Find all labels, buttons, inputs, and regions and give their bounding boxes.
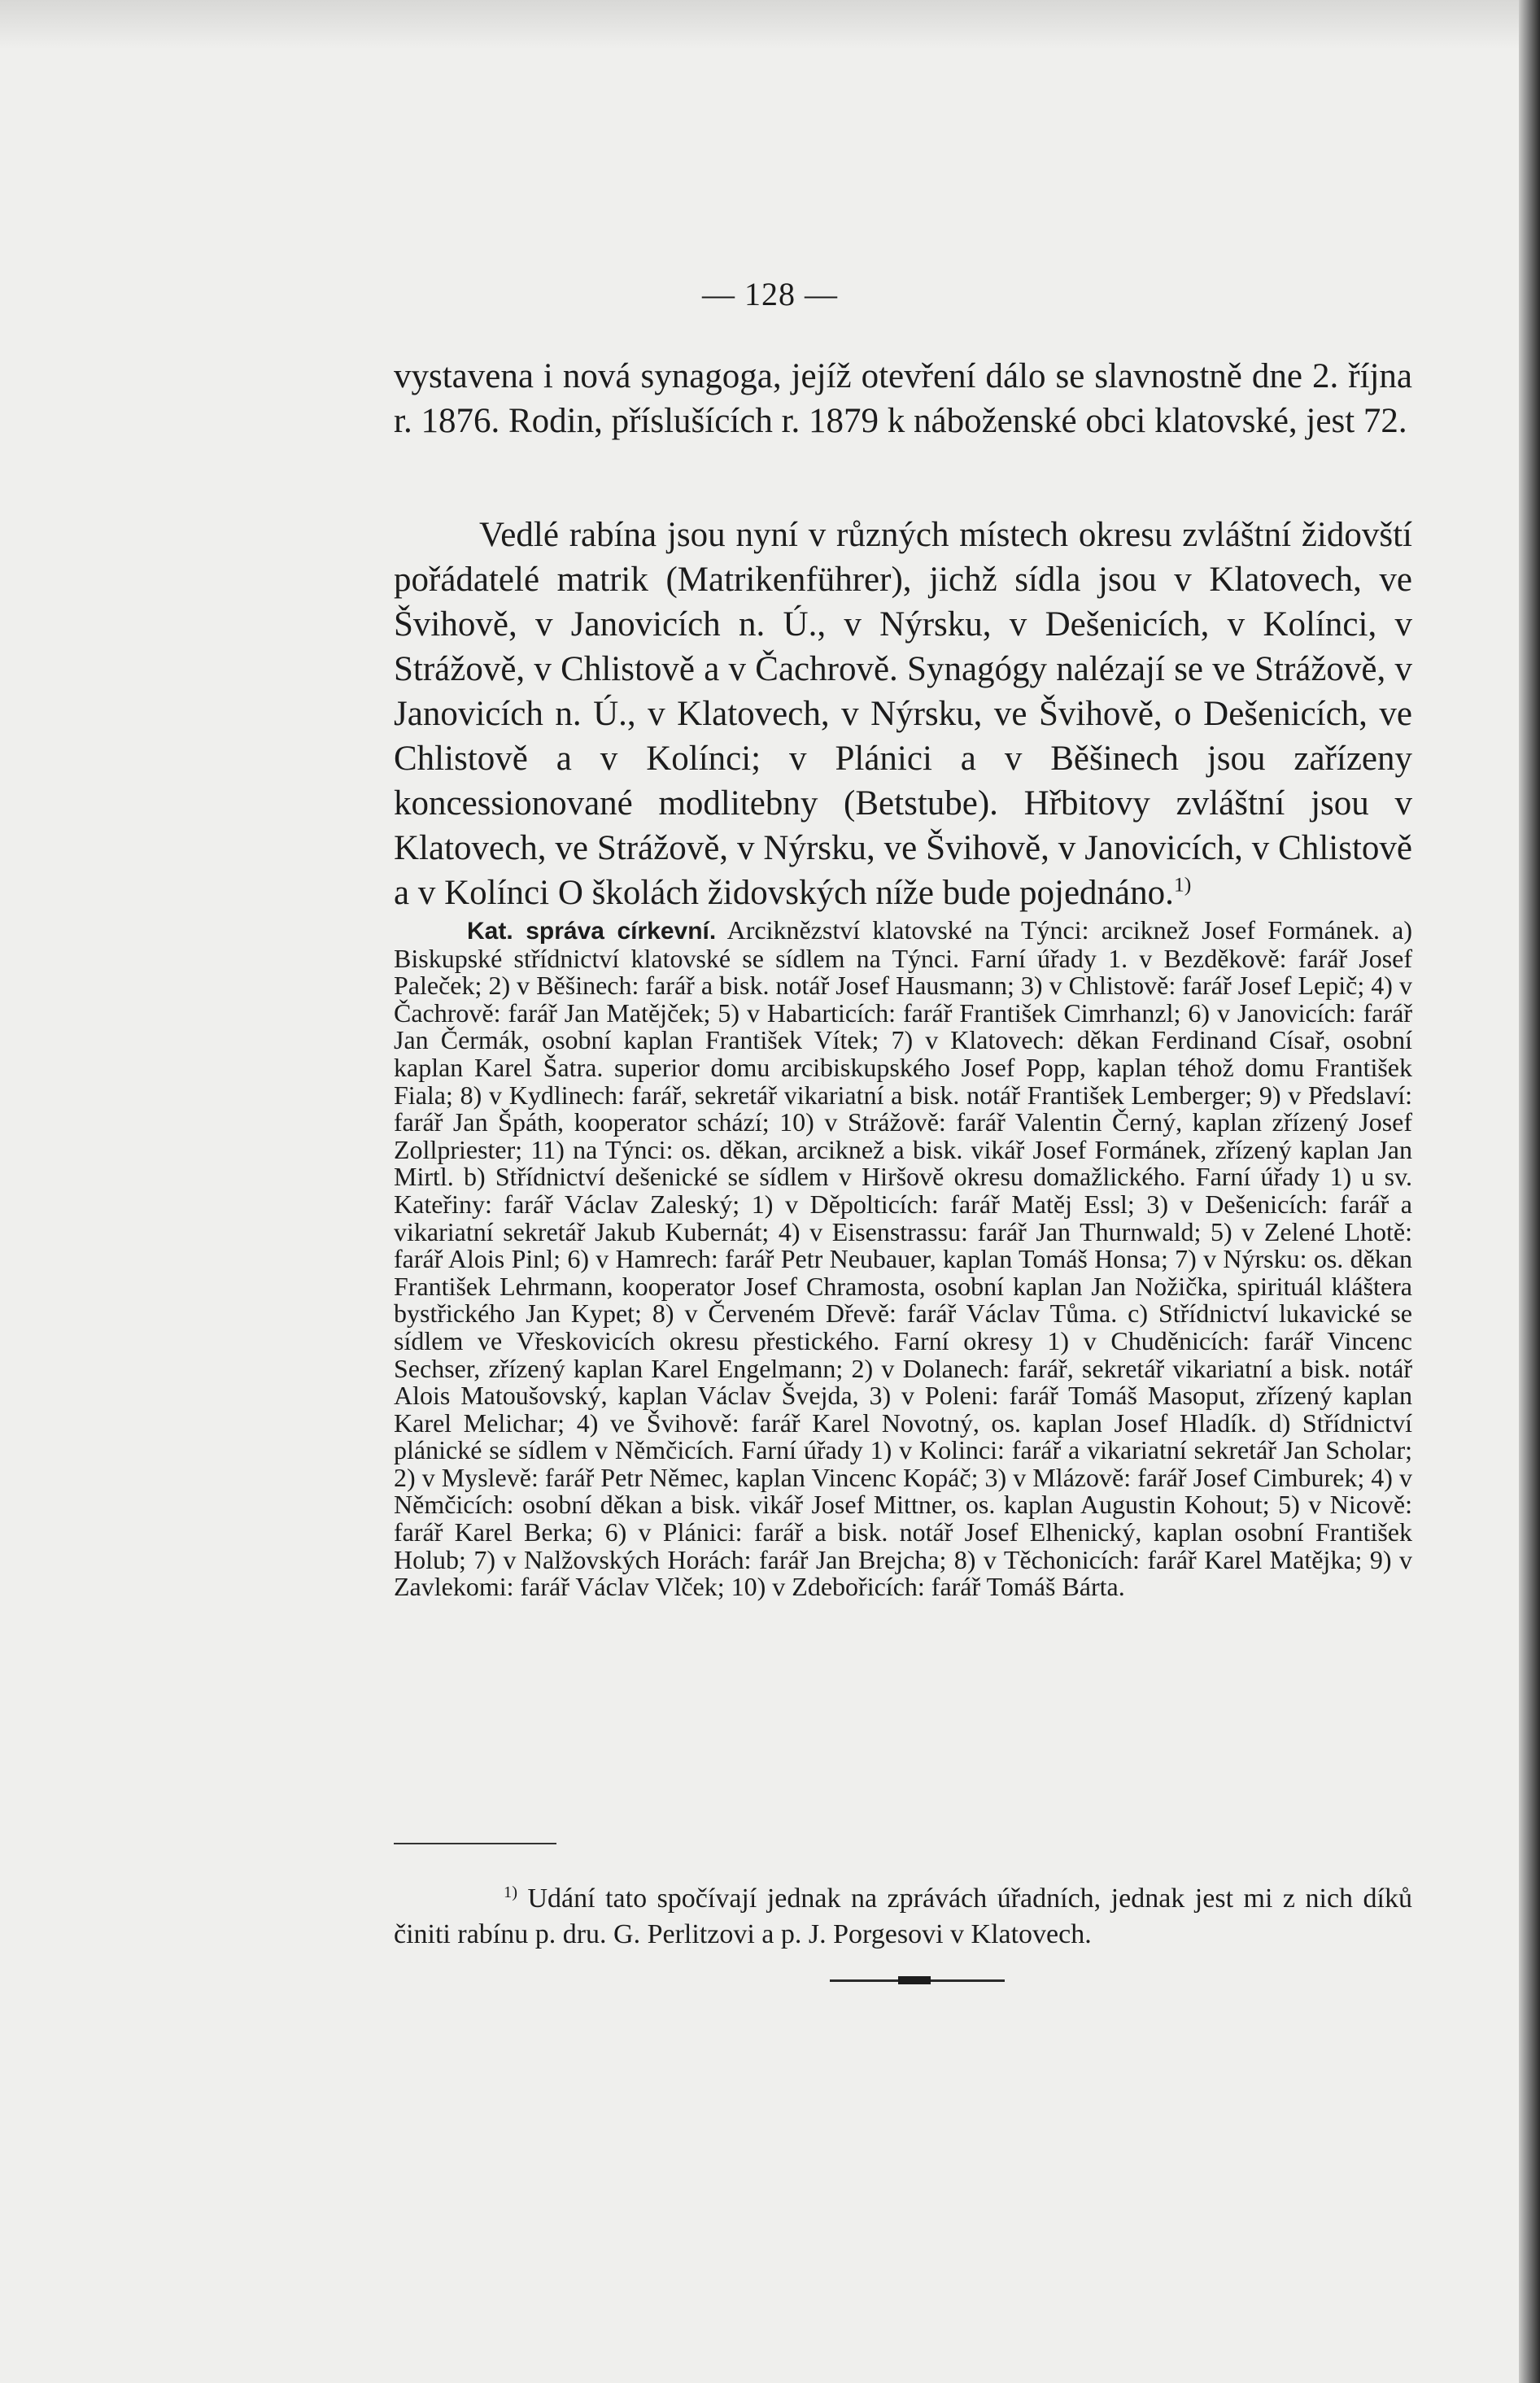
footnote-separator — [394, 1843, 556, 1844]
paragraph-synagogue: vystavena i nová synagoga, jejíž otevření dálo se slavnostně dne 2. října r. 1876. Rodin, příslušících r. 1879 k náboženské obci klatovské, jest 72. — [394, 357, 1412, 440]
footnote-text: Udání tato spočívají jednak na zprávách úřadních, jednak jest mi z nich díků činiti rabínu p. dru. G. Perlitzovi a p. J. Porgesovi v Klatovech. — [394, 1883, 1412, 1949]
church-admin-heading: Kat. správa církevní. — [467, 918, 717, 945]
church-administration — [394, 917, 1412, 1601]
paragraph-registrars — [394, 513, 1412, 915]
page-number: — 128 — — [702, 276, 838, 312]
end-ornament-mark — [898, 1976, 931, 1984]
scan-edge-right — [1519, 0, 1540, 2383]
footnote — [394, 1881, 1412, 1953]
footnote-marker: 1) — [504, 1883, 517, 1901]
footnote-reference: 1) — [1173, 872, 1192, 897]
scan-shadow-top — [0, 0, 1540, 49]
church-admin-text: Arciknězství klatovské na Týnci: arciknež Josef Formánek. a) Biskupské střídnictví klatovské se sídlem na Týnci. Farní úřady 1. v Bezděkově: farář Josef Paleček; 2) v Běšinech: farář a bisk. notář Josef Hausmann; 3) v Chlistově: farář Josef Lepič; 4) v Čachrově: farář Jan Matějček; 5) v Habarticích: farář František Cimrhanzl; 6) v Janovicích: farář Jan Čermák, osobní kaplan František Vítek; 7) v Klatovech: děkan Ferdinand Císař, osobní kaplan Karel Šatra. superior domu arcibiskupského Josef Popp, kaplan téhož domu František Fiala; 8) v Kydlinech: farář, sekretář vikariatní a bisk. notář František Lemberger; 9) v Předslaví: farář Jan Špáth, kooperator schází; 10) v Strážově: farář Valentin Černý, kaplan zřízený Josef Zollpriester; 11) na Týnci: os. děkan, arciknež a bisk. vikář Josef Formánek, zřízený kaplan Jan Mirtl. b) Střídnictví dešenické se sídlem v Hiršově okresu domažlického. Farní úřady 1) u sv. Kateřiny: farář Václav Zaleský; 1) v Děpolticích: farář Matěj Essl; 3) v Dešenicích: farář a vikariatní sekretář Jakub Kubernát; 4) v Eisenstrassu: farář Jan Thurnwald; 5) v Zelené Lhotě: farář Alois Pinl; 6) v Hamrech: farář Petr Neubauer, kaplan Tomáš Honsa; 7) v Nýrsku: os. děkan František Lehrmann, kooperator Josef Chramosta, osobní kaplan Jan Nožička, spirituál kláštera bystřického Jan Kypet; 8) v Červeném Dřevě: farář Václav Tůma. c) Střídnictví lukavické se sídlem ve Vřeskovicích okresu přestického. Farní okresy 1) v Chuděnicích: farář Vincenc Sechser, zřízený kaplan Karel Engelmann; 2) v Dolanech: farář, sekretář vikariatní a bisk. notář Alois Matoušovský, kaplan Václav Švejda, 3) v Poleni: farář Tomáš Masoput, zřízený kaplan Karel Melichar; 4) ve Švihově: farář Karel Novotný, os. kaplan Josef Hladík. d) Střídnictví plánické se sídlem v Němčicích. Farní úřady 1) v Kolinci: farář a vikariatní sekretář Jan Scholar; 2) v Myslevě: farář Petr Němec, kaplan Vincenc Kopáč; 3) v Mlázově: farář Josef Cimburek; 4) v Němčicích: osobní děkan a bisk. vikář Josef Mittner, os. kaplan Augustin Kohout; 5) v Nicově: farář Karel Berka; 6) v Plánici: farář a bisk. notář Josef Elhenický, kaplan osobní František Holub; 7) v Nalžovských Horách: farář Jan Brejcha; 8) v Těchonicích: farář Karel Matějka; 9) v Zavlekomi: farář Václav Vlček; 10) v Zdebořicích: farář Tomáš Bárta. — [394, 915, 1413, 1602]
paragraph-registrars-text: Vedlé rabína jsou nyní v různých místech okresu zvláštní židovští pořádatelé matrik (Matrikenführer), jichž sídla jsou v Klatovech, ve Švihově, v Janovicích n. Ú., v Nýrsku, v Dešenicích, v Kolínci, v Strážově, v Chlistově a v Čachrově. Synagógy nalézají se ve Strážově, v Janovicích n. Ú., v Klatovech, v Nýrsku, ve Švihově, o Dešenicích, ve Chlistově a v Kolínci; v Plánici a v Běšinech jsou zařízeny koncessionované modlitebny (Betstube). Hřbitovy zvláštní jsou v Klatovech, ve Strážově, v Nýrsku, ve Švihově, v Janovicích, v Chlistově a v Kolínci O školách židovských níže bude pojednáno. — [394, 516, 1412, 912]
